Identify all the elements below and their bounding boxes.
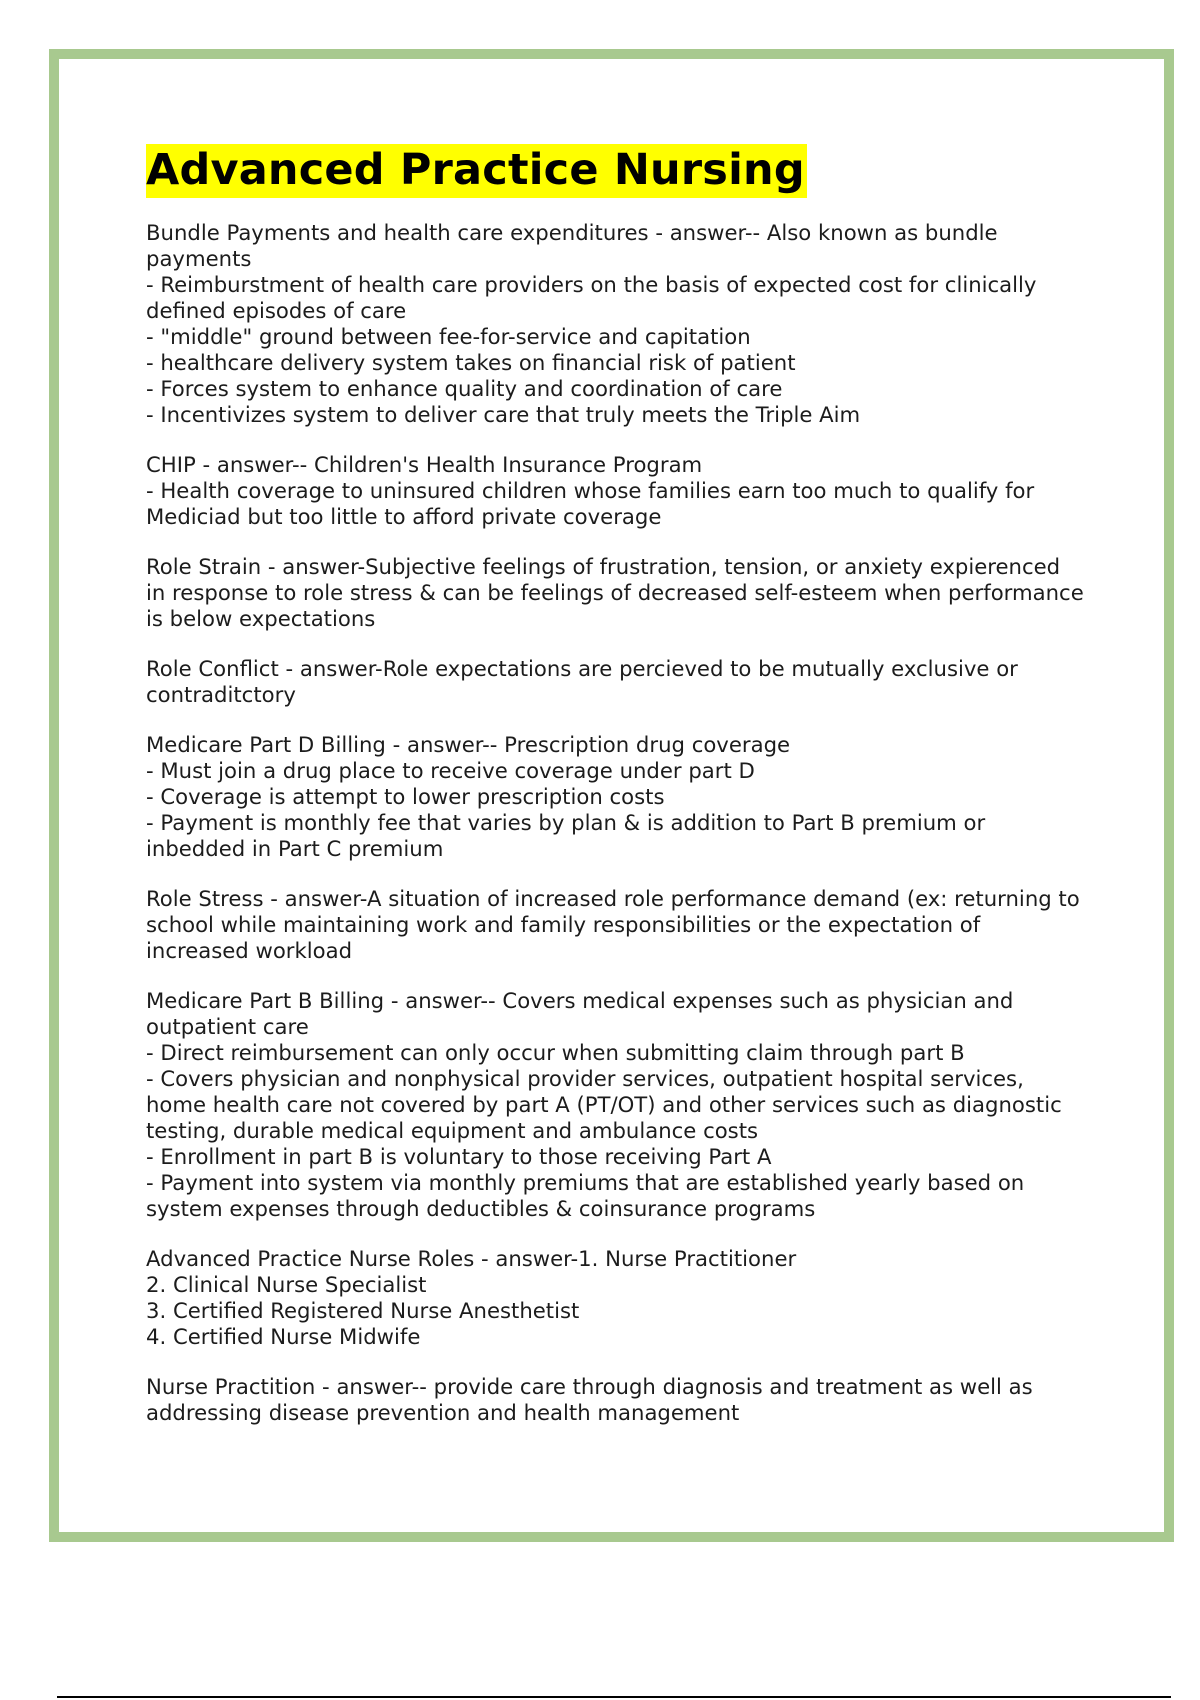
qa-entry xyxy=(146,1374,1086,1426)
page-title: Advanced Practice Nursing xyxy=(146,144,807,198)
entry-detail-line: - Direct reimbursement can only occur when submitting claim through part B xyxy=(146,1040,965,1065)
qa-entry xyxy=(146,220,1086,428)
qa-entry xyxy=(146,732,1086,862)
entry-detail-line: - Payment is monthly fee that varies by plan & is addition to Part B premium or inbedded in Part C premium xyxy=(146,810,986,861)
entry-list xyxy=(146,220,1086,1426)
entry-term-line: Medicare Part D Billing - answer-- Prescription drug coverage xyxy=(146,732,791,757)
entry-detail-line: - Health coverage to uninsured children whose families earn too much to qualify for Mediciad but too little to afford private coverage xyxy=(146,478,1035,529)
document-content xyxy=(146,144,1086,1450)
entry-term-line: Bundle Payments and health care expenditures - answer-- Also known as bundle payments xyxy=(146,220,998,271)
entry-detail-line: - Reimburstment of health care providers on the basis of expected cost for clinically defined episodes of care xyxy=(146,272,1037,323)
entry-detail-line: - "middle" ground between fee-for-service and capitation xyxy=(146,324,751,349)
entry-term-line: Advanced Practice Nurse Roles - answer-1. Nurse Practitioner xyxy=(146,1246,797,1271)
entry-detail-line: 3. Certified Registered Nurse Anesthetist xyxy=(146,1298,580,1323)
qa-entry xyxy=(146,554,1086,632)
entry-term-line: Role Conflict - answer-Role expectations are percieved to be mutually exclusive or contraditctory xyxy=(146,656,1018,707)
entry-detail-line: - Must join a drug place to receive coverage under part D xyxy=(146,758,755,783)
qa-entry xyxy=(146,452,1086,530)
entry-term-line: CHIP - answer-- Children's Health Insurance Program xyxy=(146,452,703,477)
entry-detail-line: 4. Certified Nurse Midwife xyxy=(146,1324,421,1349)
entry-term-line: Role Stress - answer-A situation of increased role performance demand (ex: returning to school while maintaining work and family responsibilities or the expectation of increased workload xyxy=(146,886,1080,963)
entry-term-line: Medicare Part B Billing - answer-- Covers medical expenses such as physician and outpatient care xyxy=(146,988,1014,1039)
entry-term-line: Role Strain - answer-Subjective feelings of frustration, tension, or anxiety expierenced in response to role stress & can be feelings of decreased self-esteem when performance is below expectations xyxy=(146,554,1084,631)
entry-detail-line: - healthcare delivery system takes on financial risk of patient xyxy=(146,350,796,375)
entry-term-line: Nurse Practition - answer-- provide care through diagnosis and treatment as well as addressing disease prevention and health management xyxy=(146,1374,1033,1425)
bottom-divider xyxy=(57,1696,1171,1698)
entry-detail-line: - Incentivizes system to deliver care that truly meets the Triple Aim xyxy=(146,402,861,427)
entry-detail-line: - Covers physician and nonphysical provider services, outpatient hospital services, home health care not covered by part A (PT/OT) and other services such as diagnostic testing, durable medical equipment and ambulance costs xyxy=(146,1066,1062,1143)
qa-entry xyxy=(146,988,1086,1222)
qa-entry xyxy=(146,886,1086,964)
entry-detail-line: - Coverage is attempt to lower prescription costs xyxy=(146,784,665,809)
entry-detail-line: - Forces system to enhance quality and coordination of care xyxy=(146,376,783,401)
entry-detail-line: 2. Clinical Nurse Specialist xyxy=(146,1272,427,1297)
qa-entry xyxy=(146,1246,1086,1350)
qa-entry xyxy=(146,656,1086,708)
entry-detail-line: - Enrollment in part B is voluntary to those receiving Part A xyxy=(146,1144,772,1169)
entry-detail-line: - Payment into system via monthly premiums that are established yearly based on system expenses through deductibles & coinsurance programs xyxy=(146,1170,1025,1221)
